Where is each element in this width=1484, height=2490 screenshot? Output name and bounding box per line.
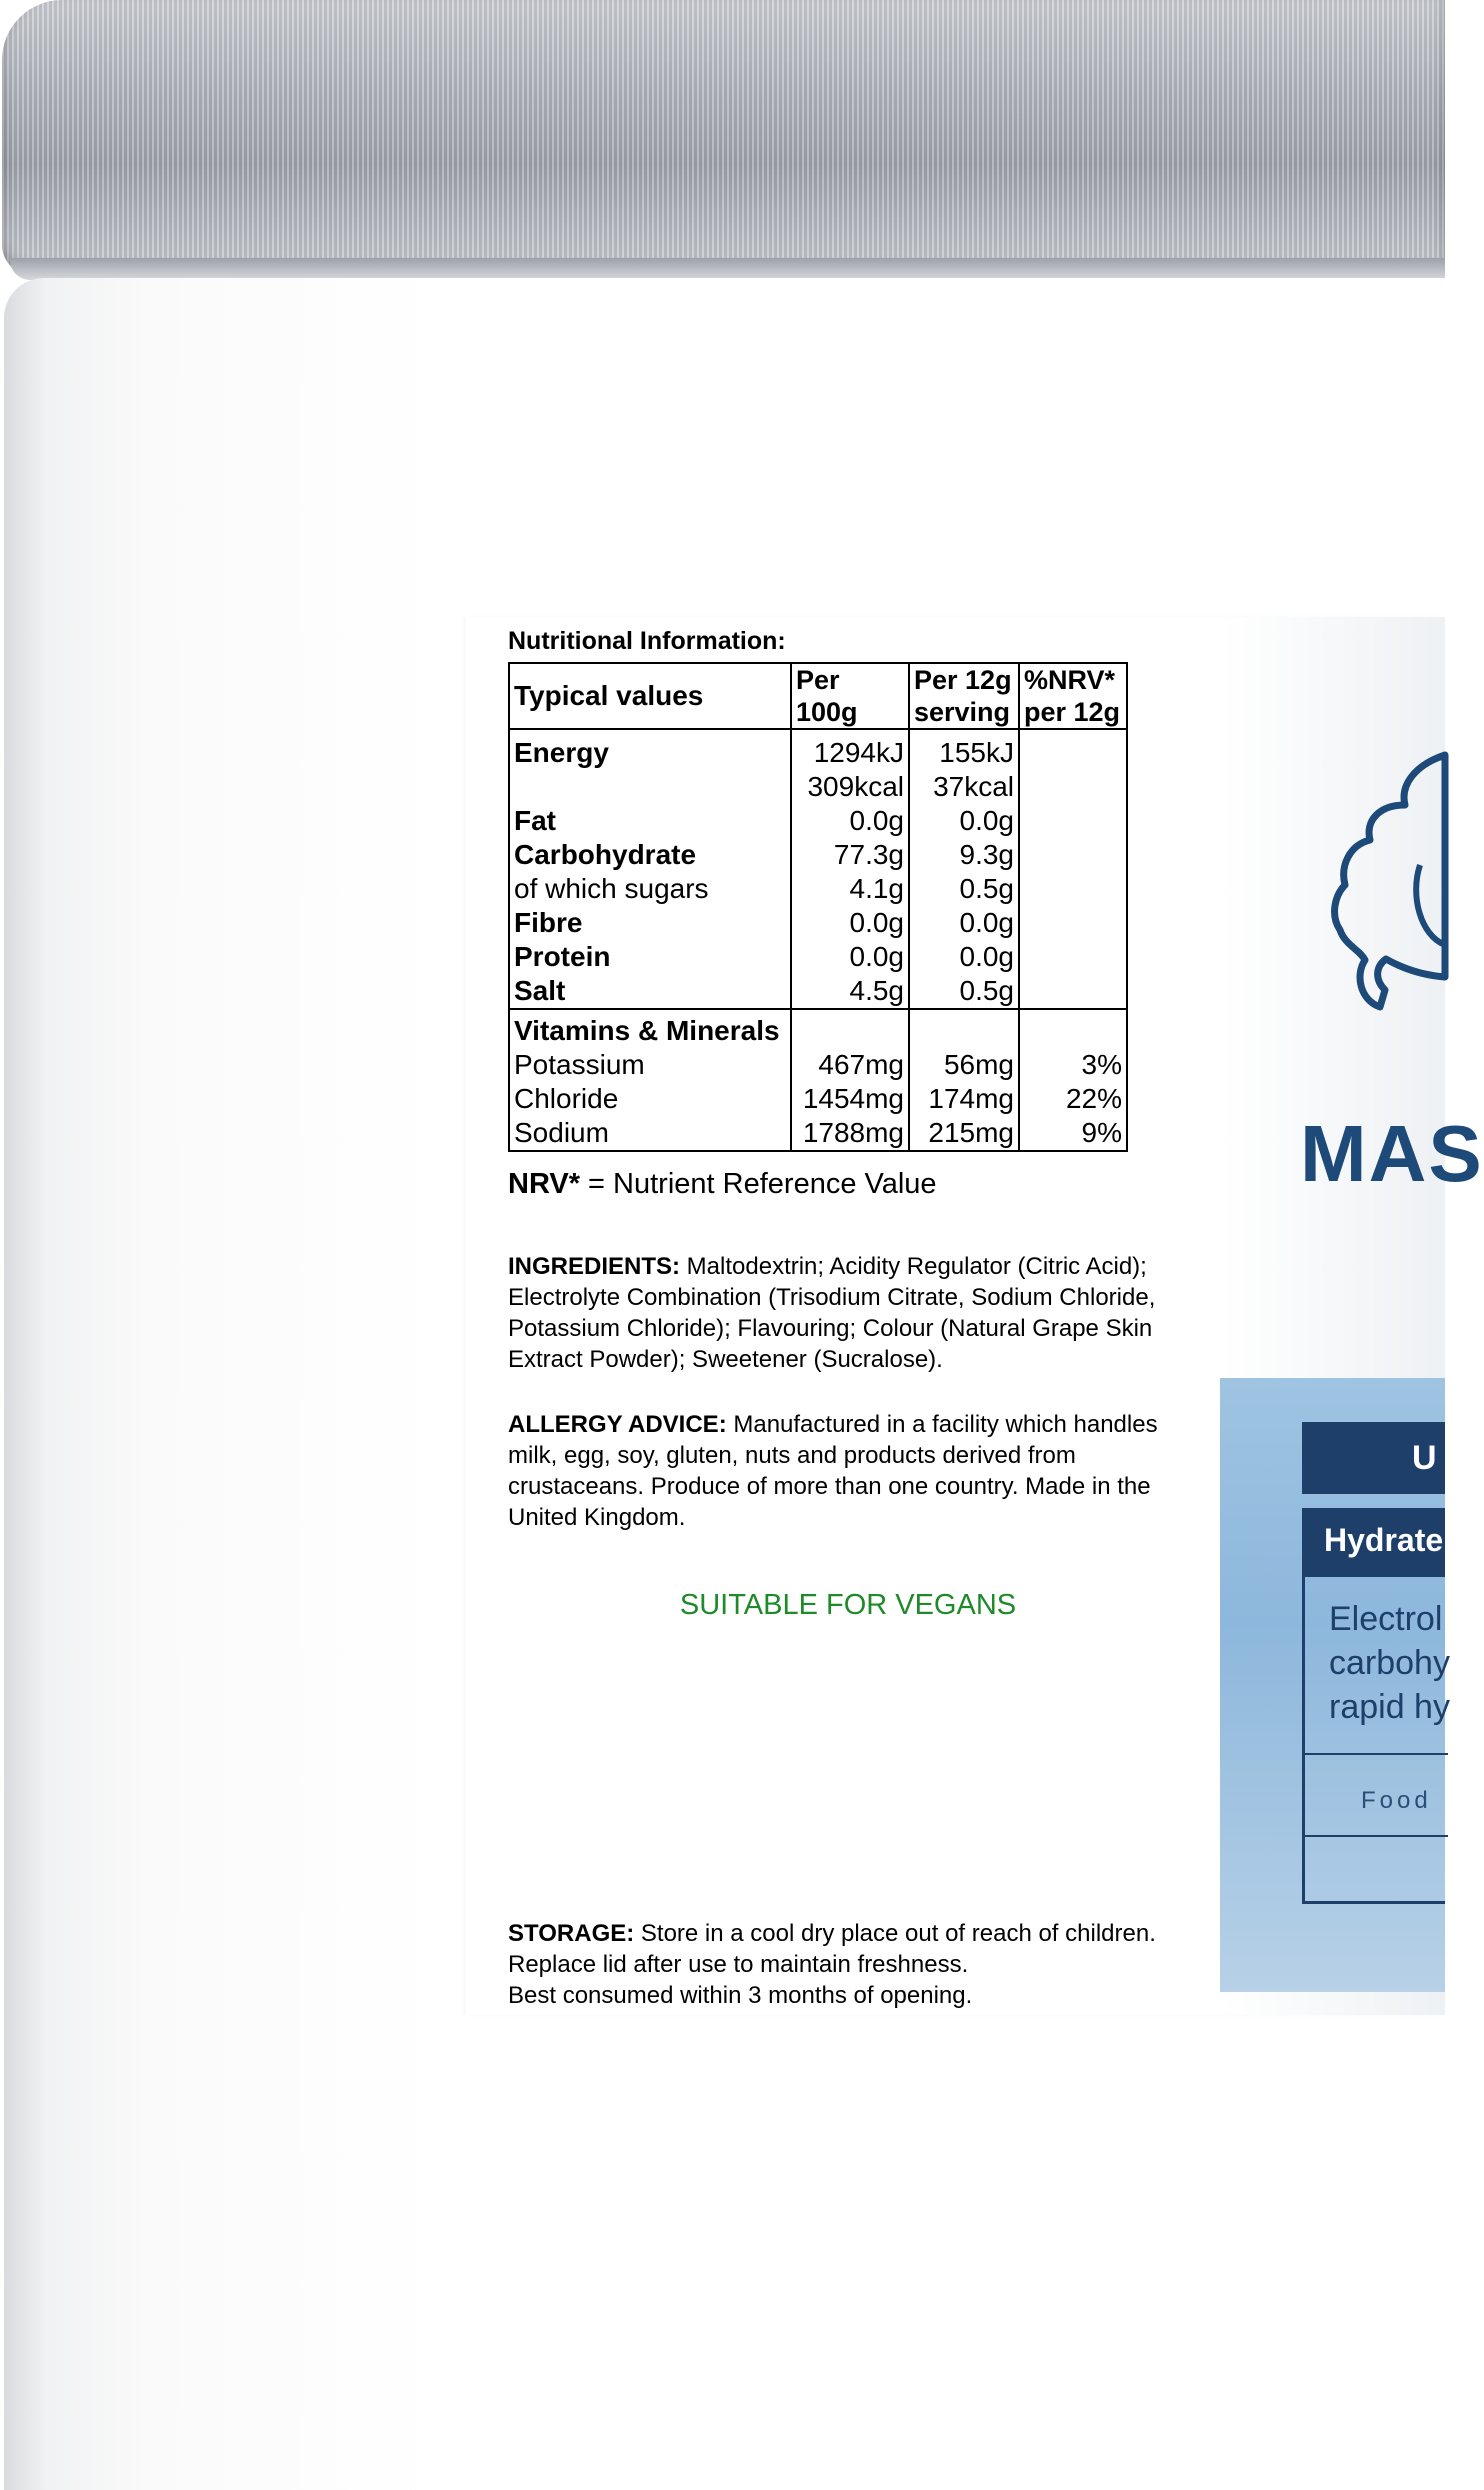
horse-logo-icon — [1320, 745, 1445, 1025]
table-row: Protein 0.0g 0.0g — [509, 940, 1127, 974]
table-row: Fat 0.0g 0.0g — [509, 804, 1127, 838]
table-row: 309kcal 37kcal — [509, 770, 1127, 804]
tub-lid — [2, 0, 1445, 275]
panel-banner-sub: Hydrate — [1302, 1508, 1445, 1574]
allergy-advice-text: ALLERGY ADVICE: Manufactured in a facility which handles milk, egg, soy, gluten, nuts and products derived from crustaceans. Produce of more than one country. Made in the United Kingdom. — [508, 1411, 1158, 1531]
table-row: of which sugars 4.1g 0.5g — [509, 872, 1127, 906]
table-row: Energy 1294kJ 155kJ — [509, 729, 1127, 770]
table-row: Vitamins & Minerals — [509, 1009, 1127, 1048]
vegan-badge-text: SUITABLE FOR VEGANS — [679, 1589, 1017, 1621]
header-nrv: %NRV* per 12g — [1019, 663, 1127, 729]
brand-name: MAS — [1300, 1109, 1484, 1198]
header-typical: Typical values — [509, 663, 791, 729]
nutrition-title: Nutritional Information: — [508, 627, 786, 655]
table-row: Salt 4.5g 0.5g — [509, 974, 1127, 1009]
nutrition-table — [508, 662, 1128, 1152]
panel-description: Electrol carbohy rapid hy — [1329, 1600, 1450, 1726]
table-row: Fibre 0.0g 0.0g — [509, 906, 1127, 940]
header-per100: Per 100g — [791, 663, 909, 729]
panel-divider — [1305, 1753, 1448, 1755]
panel-description-box — [1302, 1574, 1450, 1904]
table-row: Carbohydrate 77.3g 9.3g — [509, 838, 1127, 872]
panel-divider — [1305, 1835, 1448, 1837]
table-row: Chloride 1454mg 174mg 22% — [509, 1082, 1127, 1116]
ingredients-text: INGREDIENTS: Maltodextrin; Acidity Regulator (Citric Acid); Electrolyte Combination (Trisodium Citrate, Sodium Chloride, Potassium Chloride); Flavouring; Colour (Natural Grape Skin Extract Powder); Sweetener (Sucralose). — [508, 1253, 1156, 1373]
table-row: Potassium 467mg 56mg 3% — [509, 1048, 1127, 1082]
storage-text: STORAGE: Store in a cool dry place out of reach of children. Replace lid after use to maintain freshness. Best consumed within 3 months of opening. — [508, 1920, 1156, 2009]
header-serving: Per 12g serving — [909, 663, 1019, 729]
panel-food-text: Food — [1361, 1787, 1432, 1814]
label-content — [508, 627, 1208, 1622]
table-header-row — [509, 663, 1127, 729]
nrv-footnote: NRV* = Nutrient Reference Value — [508, 1168, 937, 1200]
tub-lid-rim — [10, 258, 1445, 280]
panel-banner-top: U — [1302, 1422, 1445, 1494]
table-row: Sodium 1788mg 215mg 9% — [509, 1116, 1127, 1151]
